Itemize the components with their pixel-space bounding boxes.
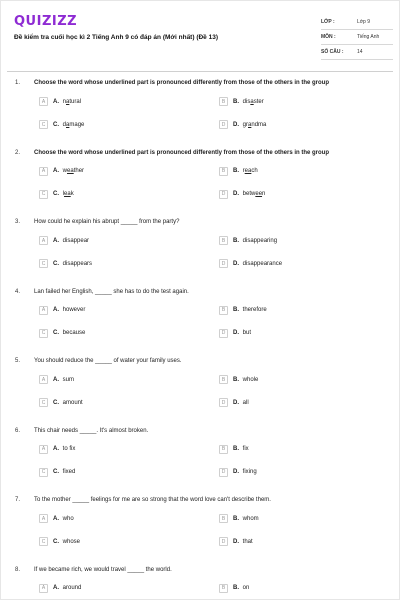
meta-label: LỚP : xyxy=(321,19,335,25)
option-word-start: however xyxy=(62,307,86,313)
meta-table xyxy=(321,15,393,60)
option-word-start: betw xyxy=(242,191,256,197)
answer-option[interactable] xyxy=(39,467,75,478)
option-letter: C. xyxy=(53,330,59,336)
answer-option[interactable] xyxy=(39,583,81,594)
answer-option[interactable] xyxy=(39,536,80,547)
question-text: You should reduce the _____ of water your family uses. xyxy=(34,358,182,364)
option-letter-box[interactable]: D xyxy=(219,120,228,129)
option-letter: D. xyxy=(233,260,239,267)
option-letter: A. xyxy=(53,376,59,383)
question-number: 7. xyxy=(15,497,21,503)
option-text xyxy=(233,307,267,313)
option-text xyxy=(233,539,253,545)
option-text xyxy=(233,469,257,475)
question-text: Choose the word whose underlined part is pronounced differently from those of the others in the group xyxy=(34,149,330,156)
option-letter-box[interactable]: B xyxy=(219,236,228,245)
question-number: 1. xyxy=(15,80,21,86)
meta-label: MÔN : xyxy=(321,34,336,40)
option-word-start: whose xyxy=(62,538,81,545)
question-text: To the mother _____ feelings for me are so strong that the word love can't describe them. xyxy=(34,497,271,503)
option-letter-box[interactable]: A xyxy=(39,167,48,176)
option-letter-box[interactable]: B xyxy=(219,514,228,523)
option-word-start: fixing xyxy=(242,469,257,475)
answer-option[interactable] xyxy=(219,189,265,200)
answer-option[interactable] xyxy=(219,328,251,339)
option-word-start: disappearing xyxy=(242,237,278,244)
option-word-start: around xyxy=(62,585,82,591)
option-letter-box[interactable]: A xyxy=(39,306,48,315)
option-text xyxy=(233,99,264,105)
option-letter: B. xyxy=(233,515,239,522)
option-word-start: but xyxy=(242,330,252,336)
option-letter-box[interactable]: B xyxy=(219,306,228,315)
answer-option[interactable] xyxy=(219,583,249,594)
option-letter: B. xyxy=(233,168,239,174)
option-letter: D. xyxy=(233,330,239,336)
option-text xyxy=(53,261,92,267)
option-letter: C. xyxy=(53,191,59,197)
option-letter-box[interactable]: D xyxy=(219,537,228,546)
option-letter-box[interactable]: A xyxy=(39,375,48,384)
option-text xyxy=(53,585,81,591)
option-letter: A. xyxy=(53,307,59,313)
option-text xyxy=(53,539,80,545)
option-letter-box[interactable]: B xyxy=(219,584,228,593)
option-word-start: who xyxy=(62,515,74,522)
answer-option[interactable] xyxy=(39,189,74,200)
option-text xyxy=(233,238,277,244)
answer-option[interactable] xyxy=(219,96,264,107)
option-word-end: n xyxy=(262,191,266,197)
answer-option[interactable] xyxy=(219,119,266,130)
option-letter-box[interactable]: C xyxy=(39,259,48,268)
option-letter: B. xyxy=(233,585,239,591)
option-word-start: fix xyxy=(242,446,249,452)
option-underlined-part: a xyxy=(66,121,70,128)
answer-option[interactable] xyxy=(219,536,253,547)
option-text xyxy=(233,400,249,406)
answer-option[interactable] xyxy=(39,166,84,177)
option-letter: D. xyxy=(233,469,239,475)
option-letter: B. xyxy=(233,307,239,313)
option-letter: D. xyxy=(233,191,239,197)
option-underlined-part: ea xyxy=(244,168,252,174)
answer-option[interactable] xyxy=(39,397,83,408)
answer-option[interactable] xyxy=(219,305,267,316)
option-text xyxy=(53,238,89,244)
answer-option[interactable] xyxy=(219,397,249,408)
option-word-start: all xyxy=(242,399,249,406)
worksheet-header xyxy=(1,1,400,71)
answer-option[interactable] xyxy=(39,513,74,524)
option-text xyxy=(53,191,74,197)
answer-option[interactable] xyxy=(39,328,85,339)
option-text xyxy=(233,377,258,383)
option-word-end: ndma xyxy=(251,121,267,128)
option-word-start: fixed xyxy=(62,469,76,475)
option-letter-box[interactable]: B xyxy=(219,445,228,454)
option-word-end: ch xyxy=(251,168,258,174)
option-text xyxy=(233,122,266,128)
option-text xyxy=(53,330,85,336)
question-text: This chair needs _____. It's almost broken. xyxy=(34,427,149,434)
option-word-end: mage xyxy=(69,121,85,128)
meta-label: SỐ CÂU : xyxy=(321,49,344,55)
option-text xyxy=(53,307,85,313)
option-letter-box[interactable]: B xyxy=(219,375,228,384)
option-underlined-part: a xyxy=(250,98,254,105)
question-text: How could he explain his abrupt _____ from the party? xyxy=(34,219,180,225)
answer-option[interactable] xyxy=(39,119,84,130)
answer-option[interactable] xyxy=(39,444,75,455)
meta-row-count xyxy=(321,45,393,60)
option-letter: C. xyxy=(53,121,59,128)
answer-option[interactable] xyxy=(219,374,258,385)
quizizz-logo: QUIZIZZ xyxy=(14,14,78,29)
option-underlined-part: a xyxy=(248,121,252,128)
option-letter-box[interactable]: A xyxy=(39,514,48,523)
question-text: Choose the word whose underlined part is pronounced differently from those of the others in the group xyxy=(34,80,330,86)
answer-option[interactable] xyxy=(39,235,89,246)
option-word-start: disappears xyxy=(62,260,93,267)
option-word-start: w xyxy=(62,168,68,174)
option-letter-box[interactable]: A xyxy=(39,584,48,593)
option-letter-box[interactable]: A xyxy=(39,236,48,245)
option-word-start: disappear xyxy=(62,237,90,244)
option-text xyxy=(53,469,75,475)
option-letter: A. xyxy=(53,98,59,105)
option-word-start: whole xyxy=(242,376,259,383)
option-letter: A. xyxy=(53,168,59,174)
meta-value: Tiếng Anh xyxy=(357,34,380,40)
option-letter-box[interactable]: D xyxy=(219,190,228,199)
option-text xyxy=(53,516,74,522)
answer-option[interactable] xyxy=(219,166,258,177)
option-letter-box[interactable]: C xyxy=(39,537,48,546)
answer-option[interactable] xyxy=(39,374,74,385)
option-text xyxy=(53,400,83,406)
option-letter-box[interactable]: A xyxy=(39,97,48,106)
answer-option[interactable] xyxy=(219,258,282,269)
option-text xyxy=(233,330,251,336)
option-letter: C. xyxy=(53,399,59,406)
meta-row-grade xyxy=(321,15,393,30)
option-letter: D. xyxy=(233,538,239,545)
question-number: 6. xyxy=(15,427,21,434)
option-letter-box[interactable]: C xyxy=(39,120,48,129)
option-letter-box[interactable]: C xyxy=(39,468,48,477)
option-letter: A. xyxy=(53,585,59,591)
meta-row-subject xyxy=(321,30,393,45)
option-underlined-part: ee xyxy=(255,191,263,197)
option-letter-box[interactable]: D xyxy=(219,259,228,268)
option-word-start: n xyxy=(62,98,67,105)
option-word-start: gr xyxy=(242,121,249,128)
option-letter: A. xyxy=(53,446,59,452)
question-text: If we became rich, we would travel _____ the world. xyxy=(34,566,172,573)
answer-option[interactable] xyxy=(39,96,81,107)
option-word-end: tural xyxy=(69,98,82,105)
answer-option[interactable] xyxy=(219,235,277,246)
option-letter: B. xyxy=(233,376,239,383)
header-divider xyxy=(7,71,393,72)
option-underlined-part: a xyxy=(66,98,70,105)
option-text xyxy=(233,191,265,197)
option-text xyxy=(233,261,282,267)
meta-value: Lớp 9 xyxy=(357,19,371,25)
option-word-end: k xyxy=(70,191,74,197)
option-letter: C. xyxy=(53,538,59,545)
option-letter-box[interactable]: B xyxy=(219,167,228,176)
question-number: 4. xyxy=(15,288,21,295)
option-text xyxy=(233,168,258,174)
worksheet-title: Đề kiểm tra cuối học kì 2 Tiếng Anh 9 có đáp án (Mới nhất) (Đề 13) xyxy=(14,34,218,41)
option-word-start: on xyxy=(242,585,250,591)
option-letter-box[interactable]: C xyxy=(39,329,48,338)
option-letter: B. xyxy=(233,446,239,452)
option-text xyxy=(233,446,249,452)
option-underlined-part: ea xyxy=(64,191,71,197)
option-word-start: d xyxy=(62,121,67,128)
option-underlined-part: ea xyxy=(67,168,74,174)
option-letter-box[interactable]: D xyxy=(219,398,228,407)
option-word-start: dis xyxy=(242,98,251,105)
option-word-start: l xyxy=(62,191,65,197)
option-word-end: ther xyxy=(73,168,85,174)
option-letter: D. xyxy=(233,399,239,406)
option-text xyxy=(53,446,75,452)
option-word-start: r xyxy=(242,168,245,174)
option-word-end: ster xyxy=(253,98,264,105)
option-letter: D. xyxy=(233,121,239,128)
answer-option[interactable] xyxy=(219,467,257,478)
question-number: 5. xyxy=(15,358,21,364)
option-word-start: to fix xyxy=(62,446,76,452)
answer-option[interactable] xyxy=(219,513,259,524)
option-letter-box[interactable]: B xyxy=(219,97,228,106)
option-letter: B. xyxy=(233,237,239,244)
option-letter: A. xyxy=(53,515,59,522)
option-letter-box[interactable]: C xyxy=(39,398,48,407)
option-word-start: that xyxy=(242,538,253,545)
option-letter-box[interactable]: C xyxy=(39,190,48,199)
option-word-start: whom xyxy=(242,515,259,522)
option-word-start: disappearance xyxy=(242,260,283,267)
option-text xyxy=(53,377,74,383)
question-number: 2. xyxy=(15,149,21,156)
answer-option[interactable] xyxy=(39,305,85,316)
option-letter-box[interactable]: D xyxy=(219,468,228,477)
option-letter: C. xyxy=(53,260,59,267)
option-text xyxy=(233,585,249,591)
option-letter: A. xyxy=(53,237,59,244)
option-text xyxy=(53,168,84,174)
question-number: 8. xyxy=(15,566,21,573)
option-letter-box[interactable]: A xyxy=(39,445,48,454)
option-word-start: sum xyxy=(62,376,75,383)
answer-option[interactable] xyxy=(39,258,92,269)
question-number: 3. xyxy=(15,219,21,225)
question-text: Lan failed her English, _____ she has to do the test again. xyxy=(34,288,189,295)
option-word-start: amount xyxy=(62,399,83,406)
meta-value: 14 xyxy=(357,49,363,55)
option-text xyxy=(53,99,81,105)
option-letter: C. xyxy=(53,469,59,475)
option-text xyxy=(53,122,84,128)
option-letter: B. xyxy=(233,98,239,105)
option-word-start: because xyxy=(62,330,86,336)
answer-option[interactable] xyxy=(219,444,249,455)
option-text xyxy=(233,516,259,522)
option-word-start: therefore xyxy=(242,307,267,313)
option-letter-box[interactable]: D xyxy=(219,329,228,338)
